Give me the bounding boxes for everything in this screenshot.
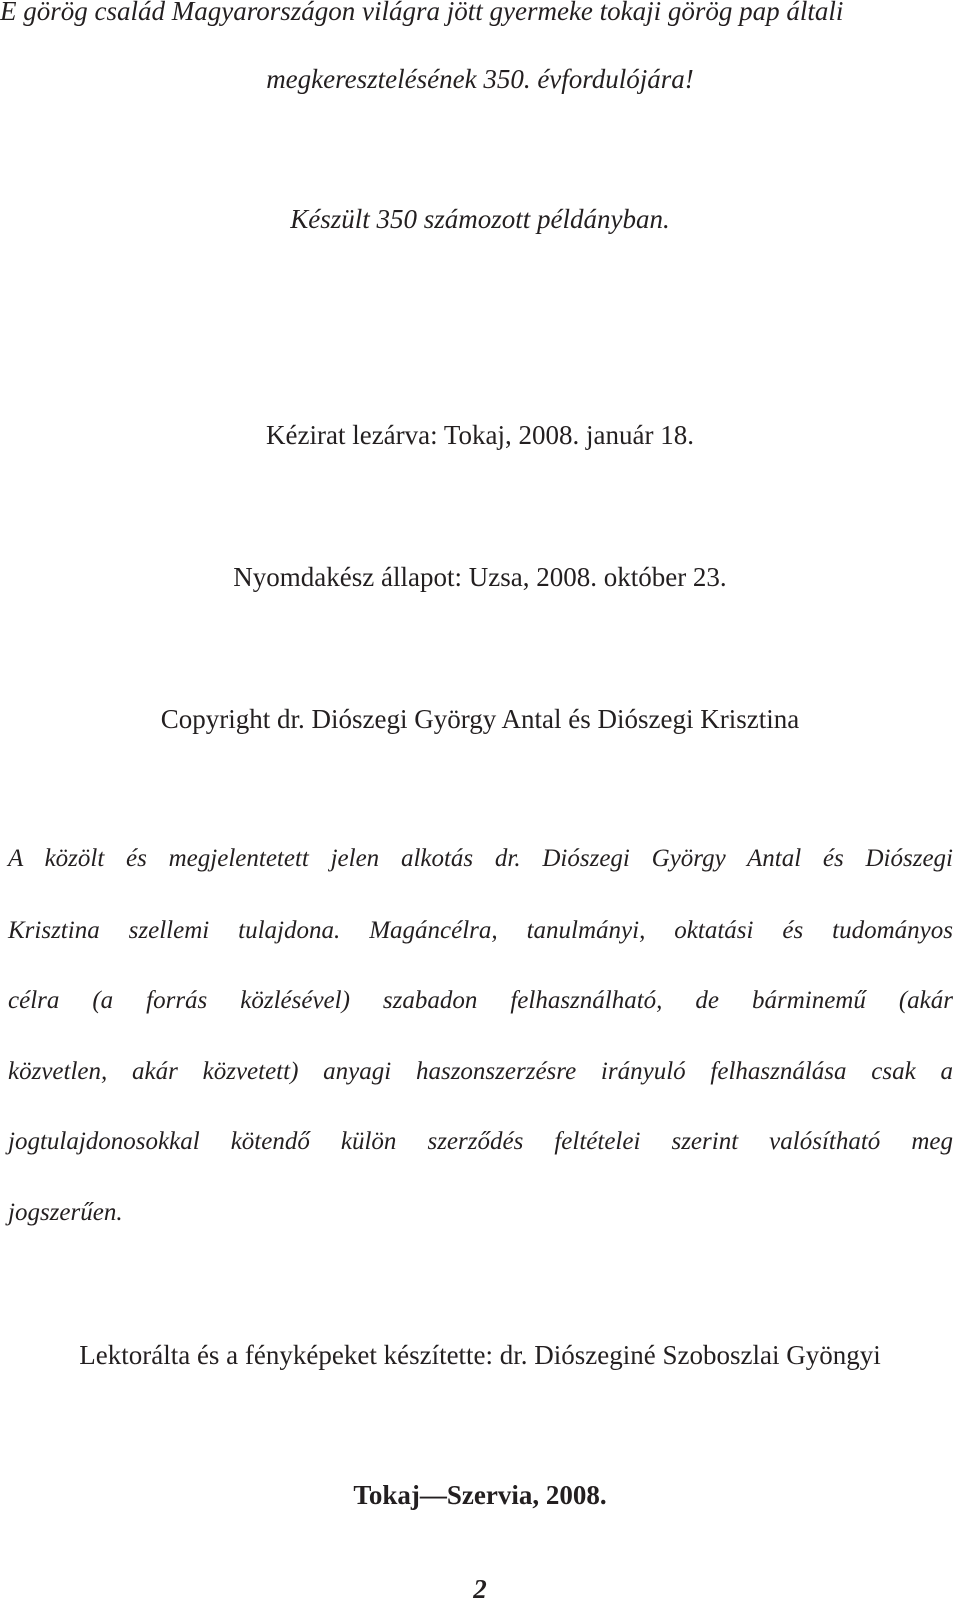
manuscript-closed-date: Kézirat lezárva: Tokaj, 2008. január 18. (266, 420, 694, 450)
imprint: Tokaj—Szervia, 2008. (353, 1480, 607, 1510)
edition-note: Készült 350 számozott példányban. (290, 204, 670, 234)
print-ready-date: Nyomdakész állapot: Uzsa, 2008. október 23. (233, 562, 727, 592)
page-number: 2 (473, 1574, 487, 1604)
dedication-line-1: E görög család Magyarországon világra jött gyermeke tokaji görög pap általi (0, 0, 844, 26)
copyright-notice: Copyright dr. Diószegi György Antal és Diószegi Krisztina (160, 704, 800, 734)
rights-paragraph-line: jogtulajdonosokkal kötendő külön szerződés feltételei szerint valósítható meg (8, 1128, 953, 1155)
rights-paragraph-line: Krisztina szellemi tulajdona. Magáncélra, tanulmányi, oktatási és tudományos (8, 917, 953, 944)
rights-paragraph-line: közvetlen, akár közvetett) anyagi haszonszerzésre irányuló felhasználása csak a (8, 1058, 953, 1085)
rights-paragraph-line: célra (a forrás közlésével) szabadon felhasználható, de bárminemű (akár (8, 987, 953, 1014)
dedication-line-2: megkeresztelésének 350. évfordulójára! (266, 64, 694, 94)
rights-paragraph-line: A közölt és megjelentetett jelen alkotás dr. Diószegi György Antal és Diószegi (8, 845, 953, 872)
rights-paragraph-line: jogszerűen. (8, 1199, 123, 1226)
proofread-credit: Lektorálta és a fényképeket készítette: dr. Diószeginé Szoboszlai Gyöngyi (79, 1340, 881, 1370)
